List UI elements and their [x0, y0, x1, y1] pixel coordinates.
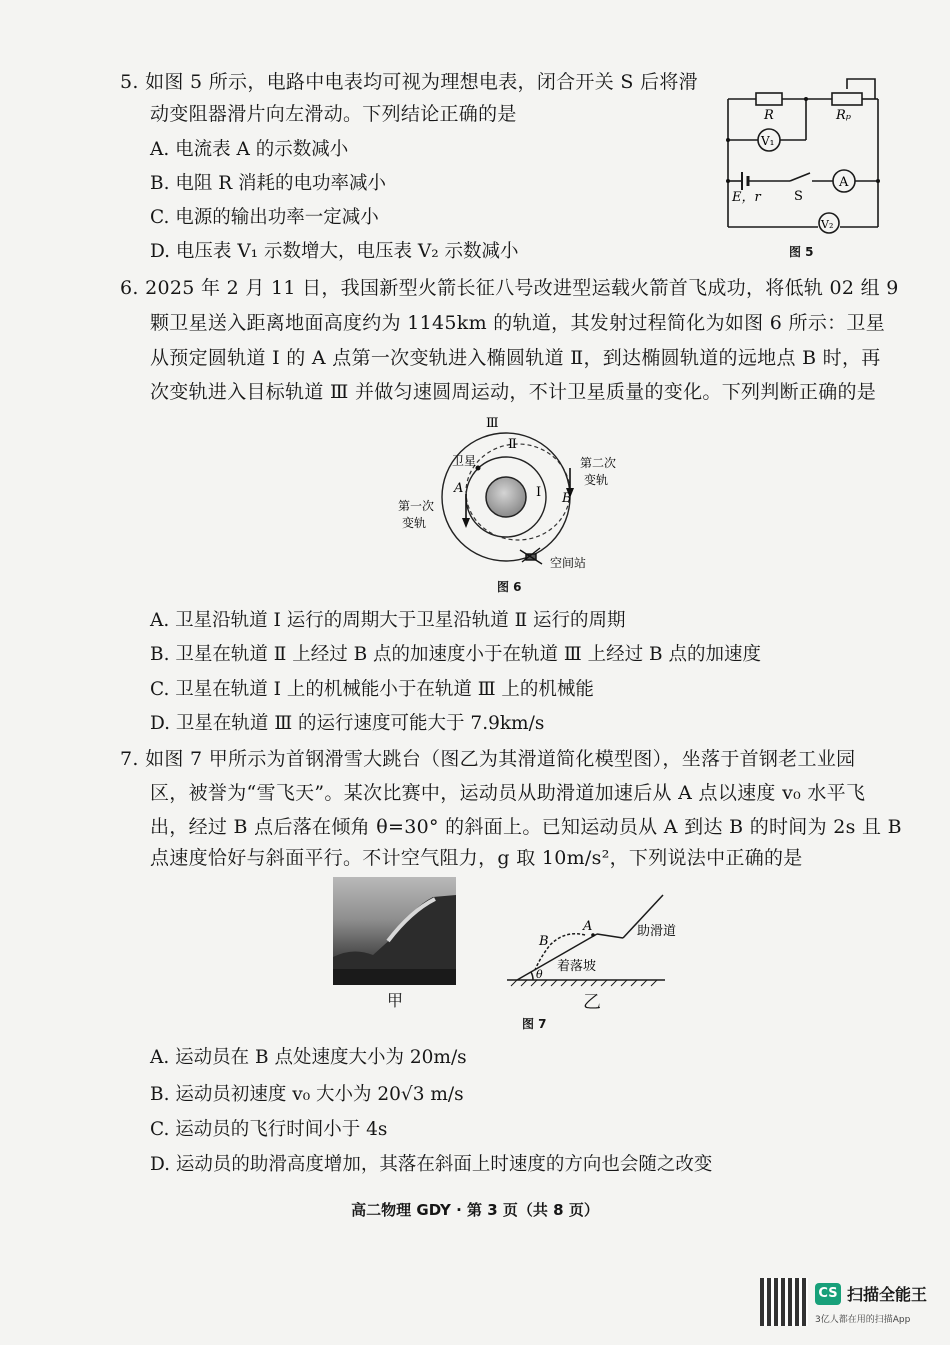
label-b: B [562, 491, 572, 506]
label-first-change-2: 变轨 [402, 516, 427, 530]
label-orbit1: Ⅰ [536, 485, 542, 500]
q7-option-b: B. 运动员初速度 v₀ 大小为 20√3 m/s [150, 1084, 464, 1105]
q7-option-d: D. 运动员的助滑高度增加，其落在斜面上时速度的方向也会随之改变 [150, 1154, 713, 1175]
q5-option-d: D. 电压表 V₁ 示数增大，电压表 V₂ 示数减小 [150, 241, 519, 262]
label-jia: 甲 [387, 991, 404, 1010]
q5-option-b: B. 电阻 R 消耗的电功率减小 [150, 173, 387, 194]
label-a: A [839, 175, 849, 190]
q6-stem-line1: 6. 2025 年 2 月 11 日，我国新型火箭长征八号改进型运载火箭首飞成功，将低轨 02 组 9 [120, 277, 899, 299]
q7-stem-line1: 7. 如图 7 甲所示为首钢滑雪大跳台（图乙为其滑道简化模型图），坐落于首钢老工业园 [120, 748, 856, 770]
label-satellite: 卫星 [452, 454, 477, 468]
label-orbit2: Ⅱ [508, 437, 517, 452]
rheostat-rp [832, 93, 862, 105]
q5-stem-line1: 5. 如图 5 所示，电路中电表均可视为理想电表，闭合开关 S 后将滑 [120, 71, 698, 93]
label-station: 空间站 [550, 556, 587, 570]
qr-code [760, 1278, 808, 1326]
watermark-tagline: 3亿人都在用的扫描App [815, 1315, 911, 1325]
q7-option-c: C. 运动员的飞行时间小于 4s [150, 1119, 388, 1140]
q5-stem-line2: 动变阻器滑片向左滑动。下列结论正确的是 [150, 103, 517, 125]
label-b: B [539, 934, 549, 949]
figure7-slope-diagram [505, 890, 695, 1000]
label-runway: 助滑道 [637, 924, 677, 939]
label-s: S [794, 189, 803, 204]
label-er: E，r [732, 190, 761, 205]
figure6-caption: 图 6 [497, 580, 522, 594]
label-orbit3: Ⅲ [486, 416, 499, 431]
label-a: A [454, 481, 464, 496]
label-r: R [764, 108, 774, 123]
label-first-change: 第一次 [398, 499, 435, 513]
q7-option-a: A. 运动员在 B 点处速度大小为 20m/s [150, 1047, 467, 1068]
label-yi: 乙 [583, 992, 601, 1013]
ski-jump-photo [333, 877, 456, 985]
label-second-change-2: 变轨 [584, 473, 609, 487]
label-rp: Rₚ [836, 108, 851, 123]
label-second-change: 第二次 [580, 456, 617, 470]
q6-option-a: A. 卫星沿轨道 Ⅰ 运行的周期大于卫星沿轨道 Ⅱ 运行的周期 [150, 610, 626, 631]
label-slope: 着落坡 [557, 959, 597, 974]
q6-stem-line4: 次变轨进入目标轨道 Ⅲ 并做匀速圆周运动，不计卫星质量的变化。下列判断正确的是 [150, 381, 877, 403]
space-station-icon [520, 548, 542, 564]
figure7-caption: 图 7 [522, 1017, 547, 1031]
q6-option-d: D. 卫星在轨道 Ⅲ 的运行速度可能大于 7.9km/s [150, 713, 545, 734]
q5-option-c: C. 电源的输出功率一定减小 [150, 207, 379, 228]
q6-option-b: B. 卫星在轨道 Ⅱ 上经过 B 点的加速度小于在轨道 Ⅲ 上经过 B 点的加速度 [150, 644, 762, 665]
label-a: A [583, 919, 593, 934]
q6-stem-line3: 从预定圆轨道 Ⅰ 的 A 点第一次变轨进入椭圆轨道 Ⅱ，到达椭圆轨道的远地点 B 时，再 [150, 347, 881, 369]
q6-option-c: C. 卫星在轨道 Ⅰ 上的机械能小于在轨道 Ⅲ 上的机械能 [150, 679, 594, 700]
figure5-caption: 图 5 [789, 245, 814, 259]
page-footer: 高二物理 GDY · 第 3 页（共 8 页） [351, 1201, 599, 1219]
switch-s [790, 173, 810, 181]
label-v2: V₂ [821, 218, 834, 231]
resistor-r [756, 93, 782, 105]
camscanner-logo-icon: CS [815, 1283, 841, 1305]
q7-stem-line3: 出，经过 B 点后落在倾角 θ=30° 的斜面上。已知运动员从 A 到达 B 的时间为 2s 且 B [150, 816, 902, 838]
figure5-circuit [720, 75, 890, 270]
q6-stem-line2: 颗卫星送入距离地面高度约为 1145km 的轨道，其发射过程简化为如图 6 所示：卫星 [150, 312, 886, 334]
q7-stem-line4: 点速度恰好与斜面平行。不计空气阻力，g 取 10m/s²，下列说法中正确的是 [150, 847, 803, 869]
watermark-brand: 扫描全能王 [847, 1285, 928, 1304]
q7-stem-line2: 区，被誉为“雪飞天”。某次比赛中，运动员从助滑道加速后从 A 点以速度 v₀ 水平飞 [150, 782, 866, 804]
label-theta: θ [536, 968, 543, 981]
figure6-orbits [380, 410, 640, 600]
q5-option-a: A. 电流表 A 的示数减小 [150, 139, 349, 160]
label-v1: V₁ [761, 134, 775, 148]
earth [486, 477, 526, 517]
